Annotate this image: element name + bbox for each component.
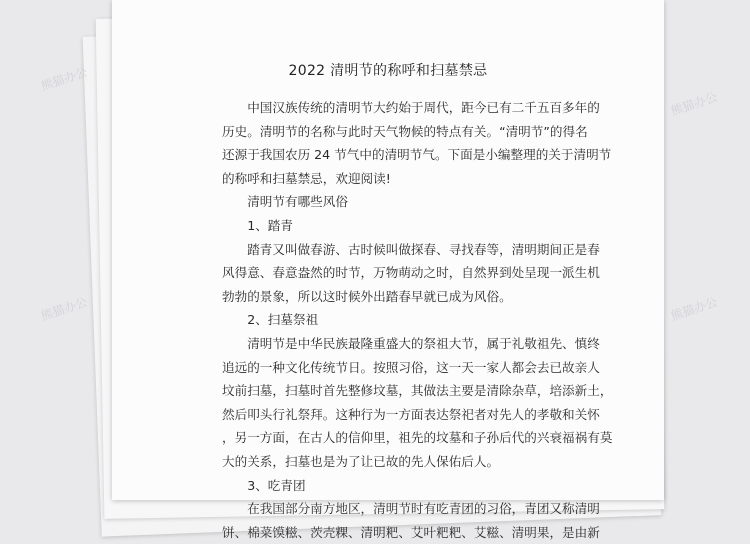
text-line: 的称呼和扫墓禁忌，欢迎阅读!	[222, 170, 391, 186]
text-line: 然后叩头行礼祭拜。这种行为一方面表达祭祀者对先人的孝敬和关怀	[222, 406, 600, 422]
text-line: 勃勃的景象，所以这时候外出踏春早就已成为风俗。	[222, 288, 512, 304]
text-line: 饼、棉菜馍糍、茨壳粿、清明粑、艾叶粑粑、艾糍、清明果，是由新	[222, 524, 600, 540]
document-page	[112, 0, 664, 540]
text-line: 历史。清明节的名称与此时天气物候的特点有关。“清明节”的得名	[222, 123, 588, 139]
document-title: 2022 清明节的称呼和扫墓禁忌	[288, 63, 488, 79]
text-line: 还源于我国农历 24 节气中的清明节气。下面是小编整理的关于清明节	[222, 147, 612, 163]
text-line: 大的关系，扫墓也是为了让已故的先人保佑后人。	[222, 453, 500, 469]
text-line: 踏青又叫做春游、古时候叫做探春、寻找春等，清明期间正是春	[247, 241, 600, 257]
text-line: 清明节是中华民族最隆重盛大的祭祖大节，属于礼敬祖先、慎终	[247, 335, 600, 351]
text-line: 在我国部分南方地区，清明节时有吃青团的习俗，青团又称清明	[247, 501, 600, 517]
text-line: 1、踏青	[247, 217, 293, 233]
text-line: 3、吃青团	[247, 477, 306, 493]
text-line: 风得意、春意盎然的时节，万物萌动之时，自然界到处呈现一派生机	[222, 265, 600, 281]
text-line: ，另一方面，在古人的信仰里，祖先的坟墓和子孙后代的兴衰福祸有莫	[222, 430, 613, 446]
watermark-left-mid: 熊猫办公	[39, 294, 90, 324]
document-body	[222, 96, 613, 544]
text-line: 追远的一种文化传统节日。按照习俗，这一天一家人都会去已故亲人	[222, 359, 600, 375]
watermark-right-top: 熊猫办公	[669, 89, 720, 119]
text-line: 2、扫墓祭祖	[247, 312, 319, 328]
text-line: 中国汉族传统的清明节大约始于周代，距今已有二千五百多年的	[247, 100, 600, 115]
text-line: 清明节有哪些风俗	[247, 194, 348, 210]
watermark-right-mid: 熊猫办公	[669, 294, 720, 324]
text-line: 坟前扫墓，扫墓时首先整修坟墓，其做法主要是清除杂草，培添新土，	[222, 383, 613, 399]
watermark-left-top: 熊猫办公	[39, 64, 90, 94]
